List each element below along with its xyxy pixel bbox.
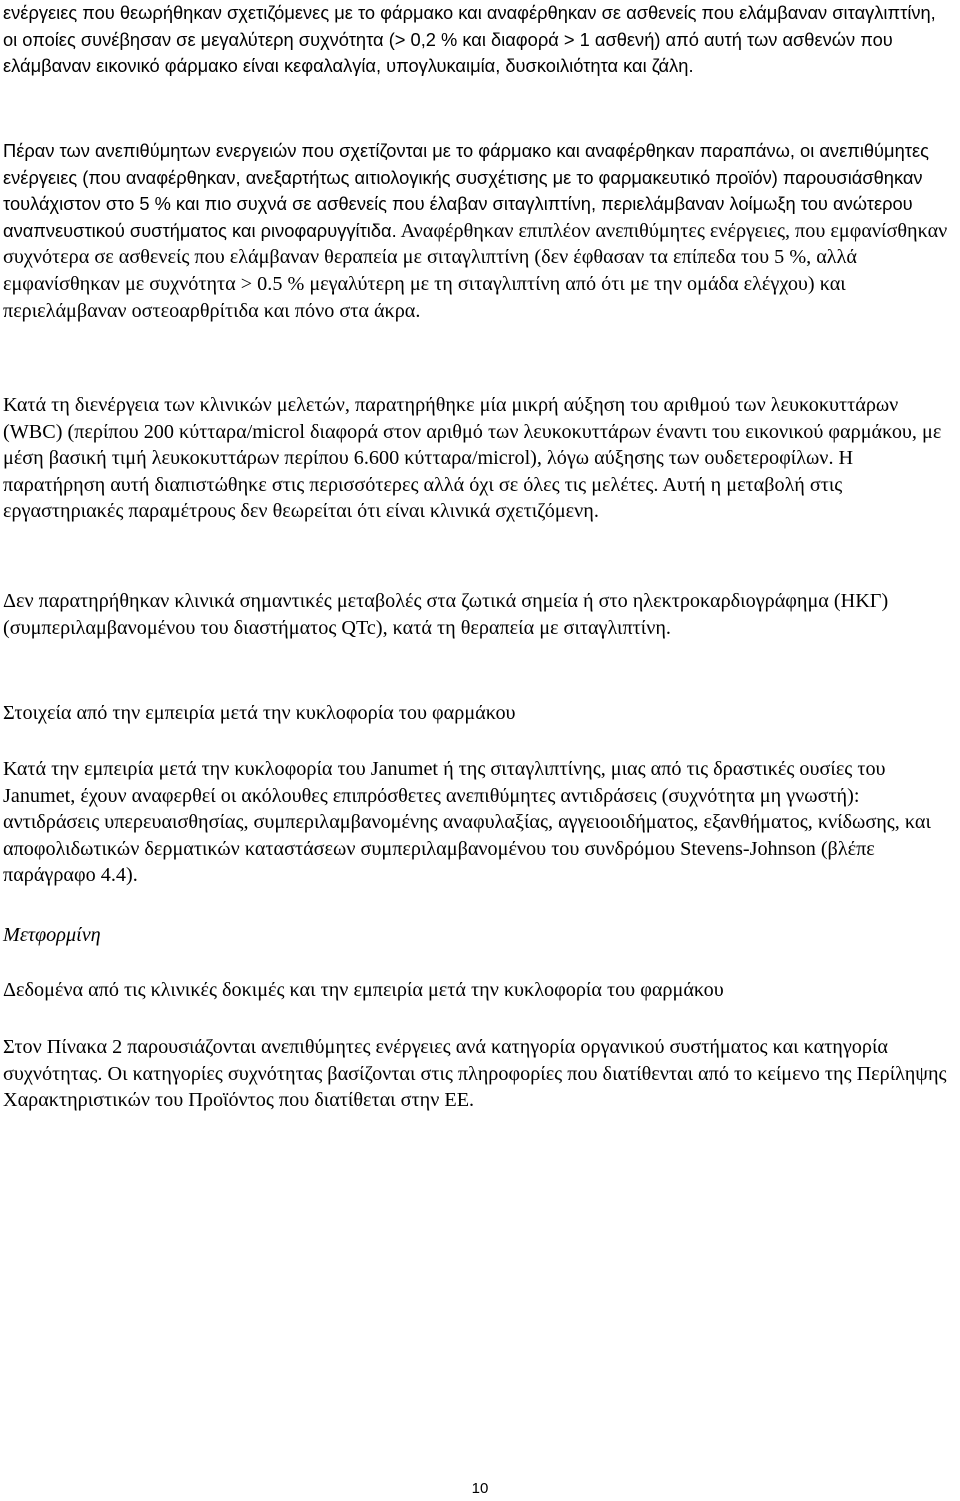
paragraph-additional-reactions-part2: Αναφέρθηκαν επιπλέον ανεπιθύμητες ενέργειες, που εμφανίσθηκαν συχνότερα σε ασθενείς που ελάμβαναν θεραπεία με σιταγλιπτίνη (δεν έφθασαν τα επίπεδα του 5 %, αλλά εμφανίσθηκαν με συχνότητα > 0.5 % μεγαλύτερη με τη σιταγλιπτίνη από ότι με την ομάδα ελέγχου) και περιελάμβαναν οστεοαρθρίτιδα και πόνο στα άκρα. bbox=[3, 219, 948, 322]
paragraph-vital-signs: Δεν παρατηρήθηκαν κλινικά σημαντικές μεταβολές στα ζωτικά σημεία ή στο ηλεκτροκαρδιογράφημα (ΗΚΓ) (συμπεριλαμβανομένου του διαστήματος QTc), κατά τη θεραπεία με σιταγλιπτίνη. bbox=[3, 590, 889, 639]
paragraph-adverse-reactions-list: ενέργειες που θεωρήθηκαν σχετιζόμενες με το φάρμακο και αναφέρθηκαν σε ασθενείς που ελάμβαναν σιταγλιπτίνη, οι οποίες συνέβησαν σε μεγαλύτερη συχνότητα (> 0,2 % και διαφορά > 1 ασθενή) από αυτή των ασθενών που ελάμβαναν εικονικό φάρμακο είναι κεφαλαλγία, υπογλυκαιμία, δυσκοιλιότητα και ζάλη. bbox=[3, 2, 936, 77]
paragraph-post-marketing: Κατά την εμπειρία μετά την κυκλοφορία του Janumet ή της σιταγλιπτίνης, μιας από τις δραστικές ουσίες του Janumet, έχουν αναφερθεί οι ακόλουθες επιπρόσθετες ανεπιθύμητες αντιδράσεις (συχνότητα μη γνωστή): αντιδράσεις υπερευαισθησίας, συμπεριλαμβανομένης αναφυλαξίας, αγγειοοιδήματος, εξανθήματος, κνίδωσης, και αποφολιδωτικών δερματικών καταστάσεων συμπεριλαμβανομένου του συνδρόμου Stevens-Johnson (βλέπε παράγραφο 4.4). bbox=[3, 758, 931, 887]
paragraph-additional-reactions bbox=[3, 138, 953, 324]
paragraph-wbc-increase: Κατά τη διενέργεια των κλινικών μελετών, παρατηρήθηκε μία μικρή αύξηση του αριθμού των λευκοκυττάρων (WBC) (περίπου 200 κύτταρα/microl διαφορά στον αριθμό των λευκοκυττάρων έναντι του εικονικού φαρμάκου, με μέση βασική τιμή λευκοκυττάρων περίπου 6.600 κύτταρα/microl), λόγω αύξησης των ουδετεροφίλων. Η παρατήρηση αυτή διαπιστώθηκε στις περισσότερες αλλά όχι σε όλες τις μελέτες. Αυτή η μεταβολή στις εργαστηριακές παραμέτρους δεν θεωρείται ότι είναι κλινικά σχετιζόμενη. bbox=[3, 394, 942, 523]
page-number: 10 bbox=[471, 1480, 489, 1497]
heading-metformin: Μετφορμίνη bbox=[3, 924, 101, 946]
paragraph-additional-reactions-part1: Πέραν των ανεπιθύμητων ενεργειών που σχετίζονται με το φάρμακο και αναφέρθηκαν παραπάνω, οι ανεπιθύμητες ενέργειες (που αναφέρθηκαν, ανεξαρτήτως αιτιολογικής συσχέτισης με το φαρμακευτικό προϊόν) παρουσιάσθηκαν τουλάχιστον στο 5 % και πιο συχνά σε ασθενείς που έλαβαν σιταγλιπτίνη, περιελάμβαναν λοίμωξη του ανώτερου αναπνευστικού συστήματος και ρινοφαρυγγίτιδα. bbox=[3, 140, 929, 241]
heading-post-marketing: Στοιχεία από την εμπειρία μετά την κυκλοφορία του φαρμάκου bbox=[3, 702, 516, 724]
heading-clinical-trials-data: Δεδομένα από τις κλινικές δοκιμές και την εμπειρία μετά την κυκλοφορία του φαρμάκου bbox=[3, 979, 724, 1001]
paragraph-table-2-intro: Στον Πίνακα 2 παρουσιάζονται ανεπιθύμητες ενέργειες ανά κατηγορία οργανικού συστήματος και κατηγορία συχνότητας. Οι κατηγορίες συχνότητας βασίζονται στις πληροφορίες που διατίθενται από το κείμενο της Περίληψης Χαρακτηριστικών του Προϊόντος που διατίθεται στην ΕΕ. bbox=[3, 1036, 947, 1112]
